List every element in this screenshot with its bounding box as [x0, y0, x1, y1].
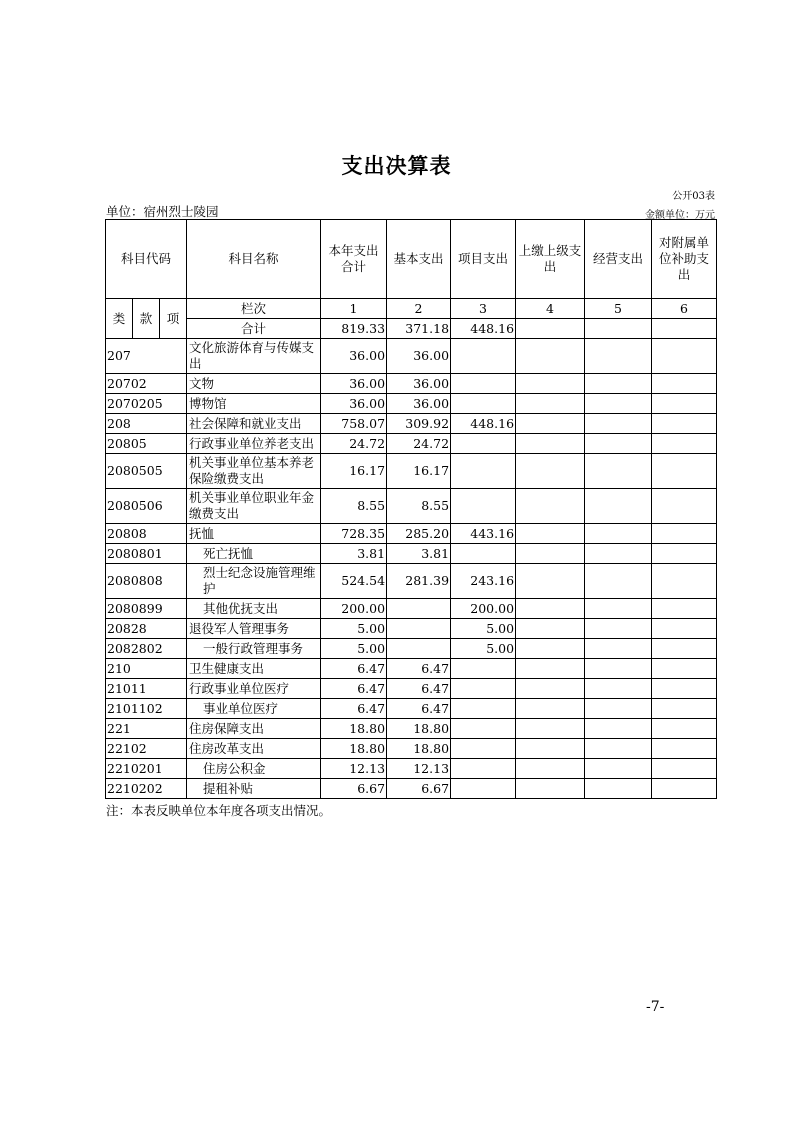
- row-project: 443.16: [451, 524, 516, 544]
- row-total: 36.00: [321, 374, 387, 394]
- row-basic: 12.13: [387, 759, 451, 779]
- table-row: [106, 374, 717, 394]
- row-subsidiary: [652, 619, 717, 639]
- header-project: 项目支出: [451, 220, 516, 299]
- form-code: 公开03表: [672, 191, 715, 202]
- table-row: [106, 524, 717, 544]
- table-row: [106, 454, 717, 489]
- sum-upper: [516, 319, 585, 339]
- row-basic: 36.00: [387, 339, 451, 374]
- row-name: 住房改革支出: [187, 739, 321, 759]
- row-total: 36.00: [321, 339, 387, 374]
- row-project: 5.00: [451, 619, 516, 639]
- row-basic: 16.17: [387, 454, 451, 489]
- row-total: 5.00: [321, 619, 387, 639]
- row-code: 2101102: [106, 699, 187, 719]
- sum-label: 合计: [187, 319, 321, 339]
- row-subsidiary: [652, 489, 717, 524]
- row-upper: [516, 414, 585, 434]
- row-upper: [516, 394, 585, 414]
- row-subsidiary: [652, 434, 717, 454]
- row-upper: [516, 739, 585, 759]
- row-upper: [516, 719, 585, 739]
- row-name: 死亡抚恤: [187, 544, 321, 564]
- table-note: 注：本表反映单位本年度各项支出情况。: [106, 803, 332, 818]
- row-name: 退役军人管理事务: [187, 619, 321, 639]
- row-code: 2080506: [106, 489, 187, 524]
- row-total: 728.35: [321, 524, 387, 544]
- sum-subsidiary: [652, 319, 717, 339]
- row-name: 博物馆: [187, 394, 321, 414]
- row-total: 16.17: [321, 454, 387, 489]
- row-subsidiary: [652, 414, 717, 434]
- row-code: 2210202: [106, 779, 187, 799]
- row-basic: 6.67: [387, 779, 451, 799]
- row-name: 其他优抚支出: [187, 599, 321, 619]
- subheader-kuan: 款: [133, 299, 160, 339]
- row-code: 2080808: [106, 564, 187, 599]
- column-number: 6: [652, 299, 717, 319]
- column-number-row: [106, 299, 717, 319]
- row-project: [451, 434, 516, 454]
- row-subsidiary: [652, 544, 717, 564]
- row-name: 抚恤: [187, 524, 321, 544]
- row-basic: 309.92: [387, 414, 451, 434]
- row-upper: [516, 374, 585, 394]
- row-project: 448.16: [451, 414, 516, 434]
- currency-label: 金额单位：万元: [645, 210, 715, 221]
- row-basic: 18.80: [387, 719, 451, 739]
- sum-basic: 371.18: [387, 319, 451, 339]
- row-project: [451, 544, 516, 564]
- row-business: [585, 619, 652, 639]
- row-upper: [516, 434, 585, 454]
- row-total: 3.81: [321, 544, 387, 564]
- row-name: 文物: [187, 374, 321, 394]
- row-project: [451, 659, 516, 679]
- row-upper: [516, 679, 585, 699]
- row-subsidiary: [652, 699, 717, 719]
- row-code: 2210201: [106, 759, 187, 779]
- row-subsidiary: [652, 564, 717, 599]
- row-code: 22102: [106, 739, 187, 759]
- row-project: 200.00: [451, 599, 516, 619]
- row-total: 200.00: [321, 599, 387, 619]
- sum-row: [106, 319, 717, 339]
- row-code: 20805: [106, 434, 187, 454]
- row-upper: [516, 599, 585, 619]
- expenditure-table: [105, 219, 717, 799]
- row-upper: [516, 339, 585, 374]
- row-subsidiary: [652, 659, 717, 679]
- row-project: [451, 454, 516, 489]
- page-title: 支出决算表: [341, 154, 452, 178]
- header-row: [106, 220, 717, 299]
- row-project: [451, 489, 516, 524]
- row-code: 2080505: [106, 454, 187, 489]
- row-business: [585, 739, 652, 759]
- row-basic: 6.47: [387, 699, 451, 719]
- row-total: 5.00: [321, 639, 387, 659]
- row-project: [451, 719, 516, 739]
- row-business: [585, 394, 652, 414]
- row-business: [585, 524, 652, 544]
- row-name: 卫生健康支出: [187, 659, 321, 679]
- row-business: [585, 639, 652, 659]
- row-business: [585, 699, 652, 719]
- row-name: 住房公积金: [187, 759, 321, 779]
- header-total: 本年支出合计: [321, 220, 387, 299]
- header-name: 科目名称: [187, 220, 321, 299]
- row-basic: [387, 639, 451, 659]
- row-project: [451, 759, 516, 779]
- page-number: -7-: [646, 999, 665, 1015]
- row-subsidiary: [652, 339, 717, 374]
- row-upper: [516, 489, 585, 524]
- header-basic: 基本支出: [387, 220, 451, 299]
- row-code: 207: [106, 339, 187, 374]
- column-number: 5: [585, 299, 652, 319]
- row-project: [451, 339, 516, 374]
- table-row: [106, 599, 717, 619]
- row-basic: [387, 619, 451, 639]
- table-row: [106, 659, 717, 679]
- row-basic: 285.20: [387, 524, 451, 544]
- row-subsidiary: [652, 599, 717, 619]
- row-basic: [387, 599, 451, 619]
- table-row: [106, 339, 717, 374]
- row-total: 524.54: [321, 564, 387, 599]
- row-total: 24.72: [321, 434, 387, 454]
- table-row: [106, 619, 717, 639]
- row-name: 提租补贴: [187, 779, 321, 799]
- row-upper: [516, 779, 585, 799]
- table-row: [106, 739, 717, 759]
- unit-label: 单位：宿州烈士陵园: [106, 204, 219, 219]
- row-code: 221: [106, 719, 187, 739]
- row-business: [585, 489, 652, 524]
- row-project: [451, 739, 516, 759]
- row-business: [585, 339, 652, 374]
- row-total: 18.80: [321, 739, 387, 759]
- row-name: 一般行政管理事务: [187, 639, 321, 659]
- row-total: 6.47: [321, 659, 387, 679]
- row-total: 6.47: [321, 699, 387, 719]
- row-code: 2080899: [106, 599, 187, 619]
- row-total: 758.07: [321, 414, 387, 434]
- table-row: [106, 639, 717, 659]
- table-row: [106, 489, 717, 524]
- row-project: [451, 779, 516, 799]
- row-business: [585, 779, 652, 799]
- row-subsidiary: [652, 679, 717, 699]
- table-row: [106, 759, 717, 779]
- subheader-lanci: 栏次: [187, 299, 321, 319]
- row-project: 5.00: [451, 639, 516, 659]
- row-subsidiary: [652, 394, 717, 414]
- row-upper: [516, 659, 585, 679]
- row-upper: [516, 564, 585, 599]
- row-subsidiary: [652, 719, 717, 739]
- row-subsidiary: [652, 524, 717, 544]
- row-code: 2070205: [106, 394, 187, 414]
- row-code: 2082802: [106, 639, 187, 659]
- row-upper: [516, 524, 585, 544]
- table-row: [106, 414, 717, 434]
- row-name: 住房保障支出: [187, 719, 321, 739]
- table-row: [106, 699, 717, 719]
- row-code: 20828: [106, 619, 187, 639]
- header-subsidiary: 对附属单位补助支出: [652, 220, 717, 299]
- row-subsidiary: [652, 639, 717, 659]
- row-upper: [516, 759, 585, 779]
- row-subsidiary: [652, 759, 717, 779]
- row-name: 行政事业单位医疗: [187, 679, 321, 699]
- header-code: 科目代码: [106, 220, 187, 299]
- row-name: 文化旅游体育与传媒支出: [187, 339, 321, 374]
- row-name: 事业单位医疗: [187, 699, 321, 719]
- row-code: 2080801: [106, 544, 187, 564]
- row-basic: 18.80: [387, 739, 451, 759]
- row-basic: 6.47: [387, 679, 451, 699]
- row-code: 210: [106, 659, 187, 679]
- row-subsidiary: [652, 374, 717, 394]
- row-project: [451, 394, 516, 414]
- table-row: [106, 394, 717, 414]
- row-total: 36.00: [321, 394, 387, 414]
- row-code: 21011: [106, 679, 187, 699]
- row-project: [451, 699, 516, 719]
- subheader-xiang: 项: [160, 299, 187, 339]
- row-project: 243.16: [451, 564, 516, 599]
- row-upper: [516, 639, 585, 659]
- row-name: 机关事业单位职业年金缴费支出: [187, 489, 321, 524]
- table-row: [106, 544, 717, 564]
- subheader-lei: 类: [106, 299, 133, 339]
- sum-total: 819.33: [321, 319, 387, 339]
- row-total: 8.55: [321, 489, 387, 524]
- row-business: [585, 434, 652, 454]
- row-name: 社会保障和就业支出: [187, 414, 321, 434]
- row-total: 6.67: [321, 779, 387, 799]
- row-code: 20702: [106, 374, 187, 394]
- row-upper: [516, 619, 585, 639]
- row-name: 行政事业单位养老支出: [187, 434, 321, 454]
- table-row: [106, 434, 717, 454]
- row-business: [585, 759, 652, 779]
- table-row: [106, 679, 717, 699]
- row-upper: [516, 544, 585, 564]
- row-basic: 36.00: [387, 374, 451, 394]
- row-basic: 36.00: [387, 394, 451, 414]
- row-subsidiary: [652, 454, 717, 489]
- row-business: [585, 679, 652, 699]
- sum-business: [585, 319, 652, 339]
- column-number: 4: [516, 299, 585, 319]
- row-subsidiary: [652, 779, 717, 799]
- table-row: [106, 779, 717, 799]
- row-code: 20808: [106, 524, 187, 544]
- row-subsidiary: [652, 739, 717, 759]
- row-business: [585, 719, 652, 739]
- row-business: [585, 414, 652, 434]
- row-business: [585, 454, 652, 489]
- sum-project: 448.16: [451, 319, 516, 339]
- row-total: 6.47: [321, 679, 387, 699]
- row-business: [585, 599, 652, 619]
- row-code: 208: [106, 414, 187, 434]
- header-upper: 上缴上级支出: [516, 220, 585, 299]
- table-row: [106, 719, 717, 739]
- row-upper: [516, 699, 585, 719]
- row-basic: 6.47: [387, 659, 451, 679]
- row-basic: 3.81: [387, 544, 451, 564]
- row-project: [451, 679, 516, 699]
- row-business: [585, 659, 652, 679]
- row-project: [451, 374, 516, 394]
- row-business: [585, 374, 652, 394]
- row-basic: 24.72: [387, 434, 451, 454]
- row-name: 机关事业单位基本养老保险缴费支出: [187, 454, 321, 489]
- table-row: [106, 564, 717, 599]
- row-basic: 281.39: [387, 564, 451, 599]
- row-business: [585, 564, 652, 599]
- row-business: [585, 544, 652, 564]
- row-total: 18.80: [321, 719, 387, 739]
- column-number: 2: [387, 299, 451, 319]
- column-number: 3: [451, 299, 516, 319]
- row-upper: [516, 454, 585, 489]
- column-number: 1: [321, 299, 387, 319]
- header-business: 经营支出: [585, 220, 652, 299]
- row-basic: 8.55: [387, 489, 451, 524]
- row-total: 12.13: [321, 759, 387, 779]
- row-name: 烈士纪念设施管理维护: [187, 564, 321, 599]
